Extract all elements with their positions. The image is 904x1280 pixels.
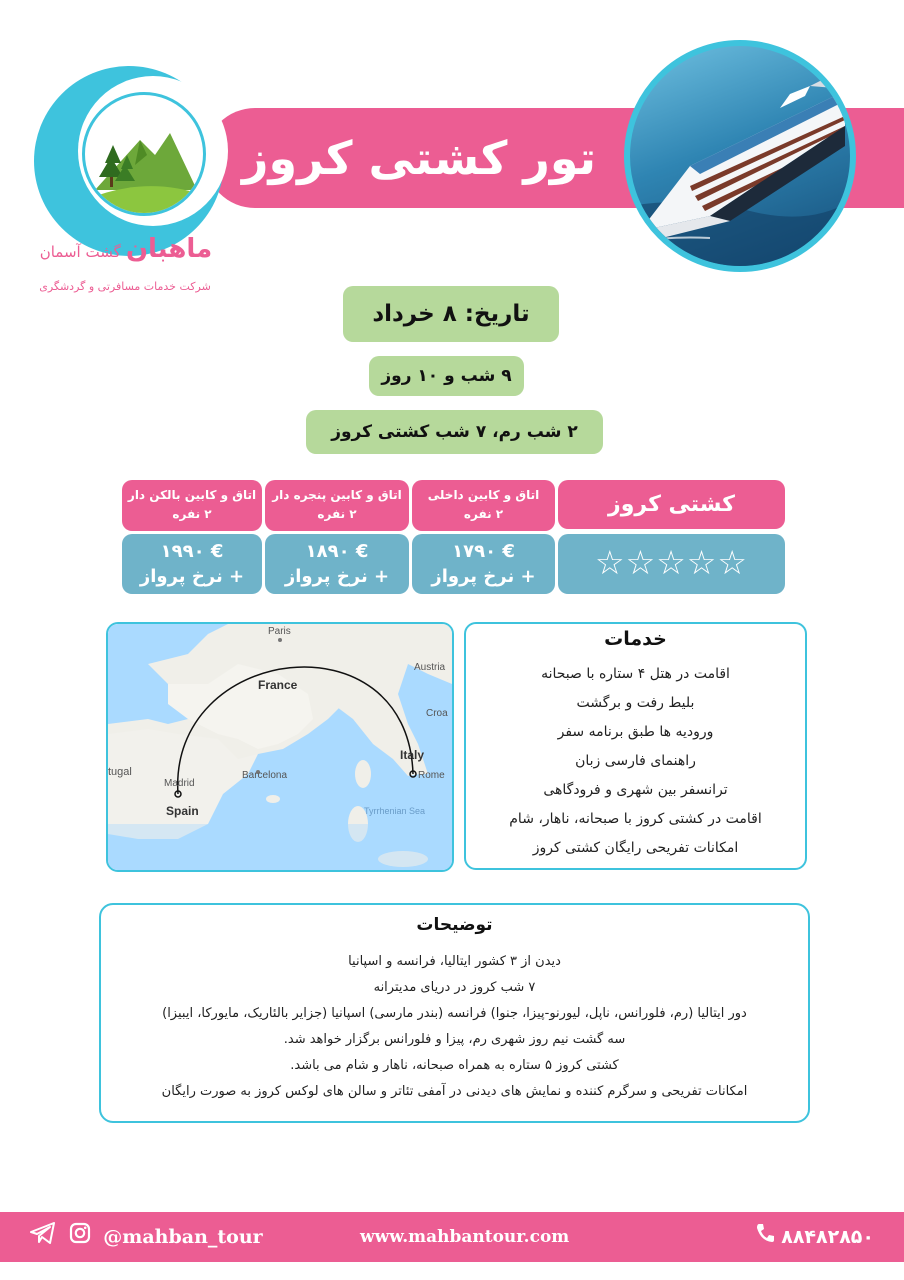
services-list xyxy=(466,660,805,863)
services-box xyxy=(464,622,807,870)
logo-subtitle: شرکت خدمات مسافرتی و گردشگری xyxy=(39,280,211,293)
price-cell-window xyxy=(265,534,409,594)
service-item: ترانسفر بین شهری و فرودگاهی xyxy=(543,782,728,798)
logo-name xyxy=(26,234,226,274)
service-item: اقامت در هتل ۴ ستاره با صبحانه xyxy=(541,666,730,682)
service-item: راهنمای فارسی زبان xyxy=(575,753,696,769)
duration-pill: ۹ شب و ۱۰ روز xyxy=(369,356,524,396)
map-label-portugal: tugal xyxy=(108,766,132,778)
price-extra: + نرخ پرواز xyxy=(139,566,245,587)
room-type-label: اتاق و کابین بالکن دار xyxy=(127,488,257,502)
social-handle[interactable]: @mahban_tour xyxy=(103,1226,263,1248)
service-item: ورودیه ها طبق برنامه سفر xyxy=(557,724,714,740)
route-map xyxy=(106,622,454,872)
telegram-icon[interactable] xyxy=(30,1213,56,1263)
note-item: دیدن از ۳ کشور ایتالیا، فرانسه و اسپانیا xyxy=(348,954,561,969)
price-cell-balcony xyxy=(122,534,262,594)
price-value: € ۱۹۹۰ xyxy=(160,541,224,562)
company-logo xyxy=(20,66,230,306)
price-cell-inside xyxy=(412,534,555,594)
service-item: امکانات تفریحی رایگان کشتی کروز xyxy=(532,840,739,856)
note-item: کشتی کروز ۵ ستاره به همراه صبحانه، ناهار و شام می باشد. xyxy=(290,1058,619,1073)
room-header-window xyxy=(265,480,409,531)
logo-name-main: ماهبان xyxy=(125,234,213,264)
room-header-inside xyxy=(412,480,555,531)
phone-number[interactable]: ۸۸۴۸۲۸۵۰ xyxy=(781,1226,874,1248)
price-extra: + نرخ پرواز xyxy=(284,566,390,587)
page-title: تور کشتی کروز xyxy=(242,131,596,185)
map-label-tyrrhenian-sea: Tyrrhenian Sea xyxy=(364,806,426,816)
room-type-label: اتاق و کابین پنجره دار xyxy=(272,488,402,502)
cruise-ship-image xyxy=(624,40,856,272)
room-header-balcony xyxy=(122,480,262,531)
room-capacity-label: ۲ نفره xyxy=(463,507,504,521)
map-label-rome: Rome xyxy=(418,770,445,781)
note-item: ۷ شب کروز در دریای مدیترانه xyxy=(373,980,536,995)
price-extra: + نرخ پرواز xyxy=(431,566,536,587)
map-label-france: France xyxy=(258,678,298,692)
map-label-spain: Spain xyxy=(166,804,199,818)
star-rating-cell xyxy=(558,534,785,594)
mountain-icon xyxy=(82,92,206,216)
map-label-barcelona: Barcelona xyxy=(242,770,288,781)
logo-name-small: گشت آسمان xyxy=(39,243,121,261)
note-item: سه گشت نیم روز شهری رم، پیزا و فلورانس برگزار خواهد شد. xyxy=(283,1032,626,1047)
notes-title: توضیحات xyxy=(416,915,493,935)
note-item: دور ایتالیا (رم، فلورانس، ناپل، لیورنو-پیزا، جنوا) فرانسه (بندر مارسی) اسپانیا (جزایر بالئاریک، مایورکا، ایبیزا) xyxy=(162,1006,747,1021)
notes-box xyxy=(99,903,810,1123)
phone-icon xyxy=(755,1213,775,1263)
map-drawing xyxy=(108,624,452,870)
map-label-italy: Italy xyxy=(400,748,425,762)
note-item: امکانات تفریحی و سرگرم کننده و نمایش های دیدنی در آمفی تئاتر و سالن های لوکس کروز به صورت رایگان xyxy=(161,1084,748,1099)
price-value: € ۱۸۹۰ xyxy=(305,541,369,562)
footer-phone[interactable] xyxy=(755,1212,874,1262)
map-label-paris: Paris xyxy=(268,626,291,637)
price-value: € ۱۷۹۰ xyxy=(452,541,515,562)
website-link[interactable]: www.mahbantour.com xyxy=(360,1227,570,1247)
room-capacity-label: ۲ نفره xyxy=(172,507,212,521)
room-capacity-label: ۲ نفره xyxy=(317,507,357,521)
date-pill: تاریخ: ۸ خرداد xyxy=(343,286,559,342)
services-title: خدمات xyxy=(604,628,667,650)
notes-list xyxy=(101,949,808,1105)
room-type-label: اتاق و کابین داخلی xyxy=(427,488,540,502)
service-item: اقامت در کشتی کروز با صبحانه، ناهار، شام xyxy=(509,811,762,827)
cruise-ship-illustration xyxy=(630,46,850,266)
instagram-icon[interactable] xyxy=(69,1213,91,1263)
map-label-croatia: Croa xyxy=(426,708,448,719)
cruise-header-cell: کشتی کروز xyxy=(558,480,785,529)
footer-social[interactable] xyxy=(30,1212,263,1262)
nights-split-pill: ۲ شب رم، ۷ شب کشتی کروز xyxy=(306,410,603,454)
service-item: بلیط رفت و برگشت xyxy=(576,695,695,711)
map-label-madrid: Madrid xyxy=(164,778,195,789)
map-label-austria: Austria xyxy=(414,662,446,673)
star-rating: ☆☆☆☆☆ xyxy=(595,543,748,582)
